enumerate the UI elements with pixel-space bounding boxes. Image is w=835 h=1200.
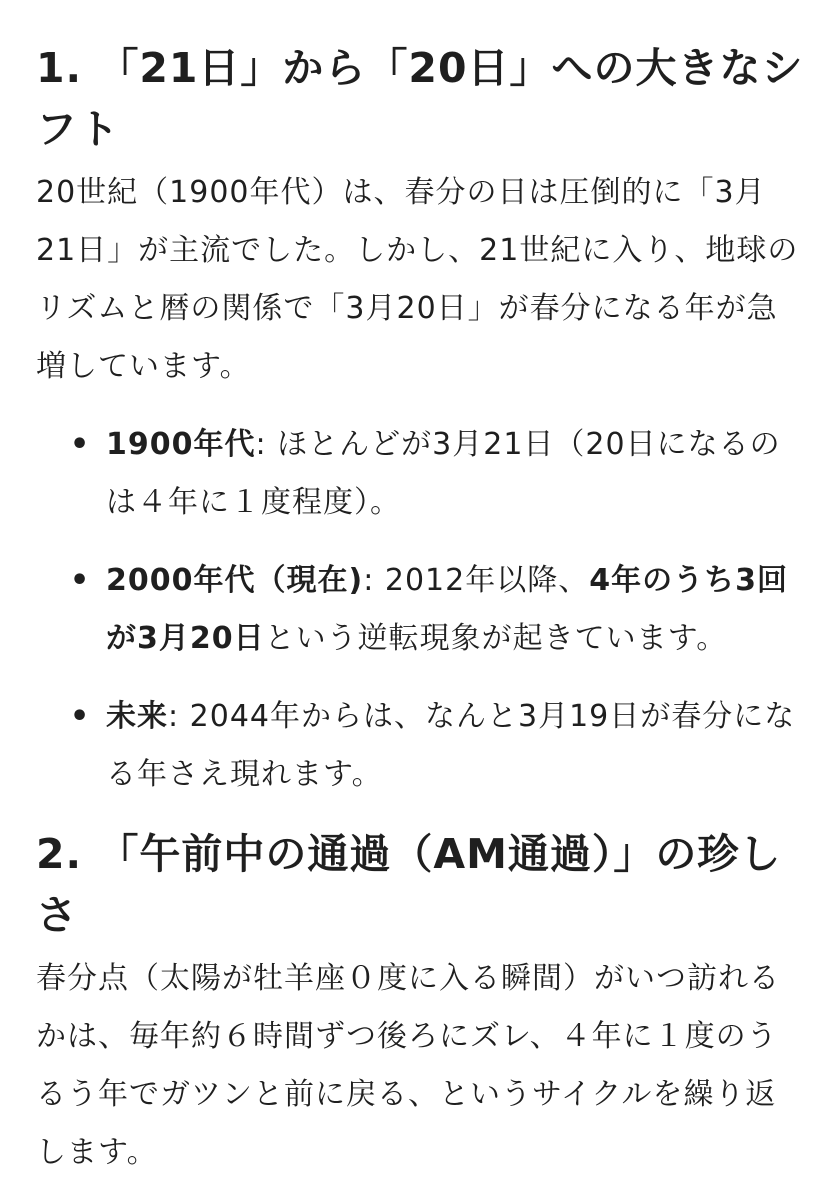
list-item-text: : ほとんどが3月21日（20日になるのは４年に１度程度）。 bbox=[106, 427, 781, 520]
list-item-text: : 2044年からは、なんと3月19日が春分になる年さえ現れます。 bbox=[106, 699, 796, 792]
list-item-future bbox=[70, 688, 805, 804]
list-item-text: : 2012年以降、 bbox=[363, 563, 590, 598]
list-item-label: 1900年代 bbox=[106, 427, 256, 462]
section-1-heading: 1. 「21日」から「20日」への大きなシフト bbox=[36, 44, 804, 153]
list-item-2000s bbox=[70, 552, 805, 668]
section-1-paragraph: 20世紀（1900年代）は、春分の日は圧倒的に「3月21日」が主流でした。しかし、21世紀に入り、地球のリズムと暦の関係で「3月20日」が春分になる年が急増しています。 bbox=[36, 175, 799, 384]
bullet-list bbox=[36, 416, 805, 804]
section-2-paragraph: 春分点（太陽が牡羊座０度に入る瞬間）がいつ訪れるかは、毎年約６時間ずつ後ろにズレ、４年に１度のうるう年でガツンと前に戻る、というサイクルを繰り返します。 bbox=[36, 961, 780, 1170]
list-item-1900s bbox=[70, 416, 805, 532]
bullet-dot: • bbox=[70, 427, 91, 462]
bullet-dot: • bbox=[70, 563, 91, 598]
list-item-label: 2000年代（現在) bbox=[106, 563, 364, 598]
list-item-emphasis: 4年のうち3回が3月20日 bbox=[106, 563, 788, 656]
list-item-label: 未来 bbox=[106, 699, 168, 734]
list-item-rest: という逆転現象が起きています。 bbox=[264, 621, 728, 656]
section-2-heading: 2. 「午前中の通過（AM通過）」の珍しさ bbox=[36, 830, 782, 939]
bullet-dot: • bbox=[70, 699, 91, 734]
